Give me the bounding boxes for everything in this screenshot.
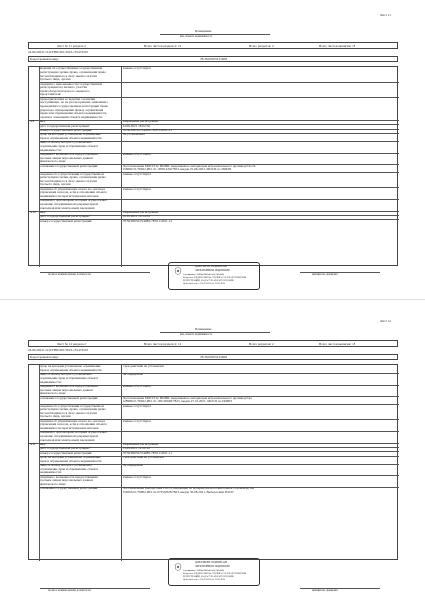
row-label: прав и обременение объекта недвижимости: [40, 369, 103, 372]
row-value: 78:36:0005523:4089-78/011/2021-11 [122, 451, 172, 455]
row-label: лицо, в пользу которого установлено [40, 141, 92, 145]
row-value: данные отсутствуют [122, 152, 152, 156]
row-label: дата государственной регистрации: [40, 124, 90, 128]
row-label: представителя: [40, 93, 62, 97]
row-value: 04.06.2021 18:02:56 [122, 124, 150, 128]
row-value: Постановление МОСП по ИОИП, выданный по материалам исполнительного производства № [122, 164, 256, 168]
table-row [29, 153, 397, 165]
row-label: сведения об осуществлении государственной [40, 172, 104, 176]
position-caption: полное наименование должности [48, 589, 91, 592]
row-label: регистрации сделки, права, ограничения права [40, 176, 106, 180]
row-value: 28.10.2021 10:54:59 [122, 215, 150, 219]
row-label: хранение обездвиженной документарной [40, 203, 98, 206]
row-label: недвижимости: [40, 148, 62, 152]
table-row [29, 464, 397, 476]
row-label: правопритязания и сведения о наличии [40, 97, 96, 101]
row-label: правообладателя или его законного [40, 89, 90, 93]
row-value: 78:36:0005523:4089-78/011/2021-12 [122, 219, 173, 223]
table-row [29, 373, 397, 385]
object-type-caption: вид объекта недвижимости [180, 35, 213, 38]
row-value: данные отсутствуют [122, 404, 152, 408]
row-label: недвижимости зарегистрирована ипотека: [40, 194, 100, 198]
table-row [29, 97, 397, 119]
row-label: закладной или электронной закладной: [40, 438, 95, 442]
row-label: срок, на который установлено ограничение [40, 365, 101, 369]
row-label: третьим лицам персональных данных [40, 479, 94, 483]
meta-row: Лист № 12 раздела 2 Всего листов раздела 2: 12 Всего разделов: 2 Всего листов выписки: 18 [28, 340, 398, 347]
row-label: ведения об осуществлении государственной [40, 67, 103, 71]
row-label: закладной или электронной закладной: [40, 206, 95, 210]
row-label: поступивших, но не рассмотренных заявлений о [40, 101, 109, 105]
row-value: 78:36:0005523:4089-78/011/2021-13 [122, 128, 173, 132]
row-label: ограничение прав и обременение объекта [40, 467, 99, 471]
row-label: номер государственной регистрации: [40, 128, 93, 132]
row-label: лицо, в пользу которого установлено [40, 373, 92, 377]
row-label: физического лица: [40, 160, 67, 164]
row-value: Срок действия не установлен [122, 456, 164, 460]
row-label: физического лица: [40, 482, 67, 486]
row-label: без необходимого в силу закона согласия [40, 411, 98, 415]
row-label: сведения о депозитарии, который осуществляет [40, 199, 108, 203]
row-value: Запрещение регистрации [122, 120, 158, 124]
coat-of-arms-icon [173, 266, 183, 276]
row-label: (перехода, прекращения права), ограничения [40, 108, 104, 112]
row-value: Постановление Выборгский РОСП, выданный по материалам исполнительного производства [122, 487, 255, 491]
row-label: регистрации без личного участия [40, 86, 87, 90]
table-row [29, 164, 397, 172]
row-label: вид: [40, 210, 46, 214]
object-type: Помещение [195, 30, 212, 33]
row-label: сведения о возможности предоставления [40, 152, 98, 156]
row-label: ограничение прав и обременение объекта [40, 145, 99, 148]
table-row [29, 172, 397, 187]
row-value: Срок действия не установлен [122, 365, 164, 369]
row-number: 4.10 [30, 210, 36, 214]
row-value: 256082/21/78022-ИП, № 195814/69/7823, выдан 01.06.2022, МОСП по ИОИП [122, 168, 232, 172]
row-label: сведения о возможности предоставления [40, 384, 98, 388]
cadastral-row: Кадастровый номер: 78:36:0005523:4089 [28, 354, 398, 360]
table-row [29, 199, 397, 211]
row-label: основание государственной регистрации: [40, 487, 99, 491]
coat-of-arms-icon [173, 562, 183, 572]
meta-row: Лист № 11 раздела 2 Всего листов раздела 2: 12 Всего разделов: 2 Всего листов выписки: 18 [28, 42, 398, 49]
table-row [29, 487, 397, 495]
table-row [29, 419, 397, 431]
row-number: 4.11 [30, 442, 36, 446]
row-value: Запрещение регистрации [122, 442, 158, 446]
table-row [29, 67, 397, 82]
sheet-label: Лист 11 [380, 14, 391, 17]
table-row [29, 365, 397, 373]
row-value: Запрещение регистрации [122, 210, 158, 214]
table-row [29, 385, 397, 397]
row-label: сведения о депозитарии, который осуществляет [40, 431, 108, 435]
row-value: 128989/21/78022-ИП, № 195195648/7823, выдан 27.10.2021, МОСП по ИОИП [122, 400, 232, 404]
row-label: срок, на который установлено ограничение [40, 456, 101, 460]
row-label: сведения об управляющем залоге и о договоре [40, 419, 106, 423]
row-label: вид: [40, 442, 46, 446]
row-label: третьего лица, органа: [40, 415, 72, 419]
date-line: 24.06.2023г. № КУВИ-001/2023-155474310 [28, 349, 88, 352]
row-value: Не определено [122, 373, 144, 377]
row-value: данные отсутствуют [122, 419, 152, 423]
row-label: недвижимости зарегистрирована ипотека: [40, 426, 100, 430]
row-value: данные отсутствуют [122, 187, 152, 191]
row-label: без необходимого в силу закона согласия [40, 179, 98, 183]
row-value: данные отсутствуют [122, 475, 152, 479]
row-label: третьего лица, органа: [40, 183, 72, 187]
row-label: третьего лица, органа: [40, 78, 72, 82]
row-value: 03.09.2021 12:20:16 [122, 447, 150, 451]
encumbrance-table [28, 66, 398, 266]
row-value: данные отсутствуют [122, 384, 152, 388]
row-label: номер государственной регистрации: [40, 219, 93, 223]
row-label: основание государственной регистрации: [40, 396, 99, 400]
sheet-label: Лист 12 [380, 320, 392, 323]
row-label: регистрации сделки, права, ограничения права [40, 408, 106, 412]
table-row [29, 431, 397, 443]
row-label: права или обременения объекта недвижимости, [40, 112, 108, 116]
table-row [29, 219, 397, 223]
row-label: сведения об управляющем залоге и о договоре [40, 187, 106, 191]
row-label: недвижимости: [40, 471, 62, 475]
row-label: сделки в отношении объекта недвижимости: [40, 115, 103, 119]
date-line: 24.06.2023г. № КУВИ-001/2023-155474310 [28, 51, 88, 54]
row-label: проведении государственной регистрации права [40, 104, 108, 108]
table-row [29, 187, 397, 199]
row-label: регистрации сделки, права, ограничения права [40, 71, 106, 74]
sheet-12 [0, 300, 425, 600]
row-label: ограничение прав и обременение объекта [40, 377, 99, 380]
table-row [29, 475, 397, 487]
row-label: сведения о невозможности государственной [40, 82, 102, 86]
row-label: управления залогом, если в отношении объекта [40, 191, 107, 195]
row-value: Не установлено [122, 133, 145, 137]
row-label: дата государственной регистрации: [40, 215, 90, 219]
electronic-signature-stamp: ДОКУМЕНТ ПОДПИСАН ЭЛЕКТРОННОЙ ПОДПИСЬЮ Сертификат: 1fd8dad3b9a0e6e0c7b1a0d4 Владелец: ФЕДЕРАЛЬНАЯ СЛУЖБА ГОСУДАРСТВЕННОЙ РЕГИСТРАЦИИ, КАДАСТРА И КАРТОГРАФИИ Действителен: с 20.02.2023 по 15.05.2024 [168, 262, 260, 290]
row-label: прав и обременение объекта недвижимости: [40, 137, 103, 140]
row-value: 254063/21/78002-ИП, № 07350/828/7823, выдан 30.08.2021, Выборгский РОСП [122, 491, 234, 494]
row-label: основание государственной регистрации: [40, 164, 99, 168]
row-label: сведения о возможности предоставления [40, 475, 98, 479]
table-row [29, 82, 397, 97]
row-label: номер государственной регистрации: [40, 451, 93, 455]
row-label: вид: [40, 120, 46, 124]
electronic-signature-stamp: ДОКУМЕНТ ПОДПИСАН ЭЛЕКТРОННОЙ ПОДПИСЬЮ Сертификат: 1fd8dad3b9a0e6e0c7b1a0d4 Владелец: ФЕДЕРАЛЬНАЯ СЛУЖБА ГОСУДАРСТВЕННОЙ РЕГИСТРАЦИИ, КАДАСТРА И КАРТОГРАФИИ Действителен: с 20.02.2023 по 15.05.2024 [168, 558, 260, 586]
row-label: прав и обременение объекта недвижимости: [40, 459, 103, 463]
table-row [29, 456, 397, 464]
table-row [29, 396, 397, 404]
row-label: третьим лицам персональных данных [40, 156, 94, 160]
row-value: Не определено [122, 464, 144, 468]
table-row [29, 133, 397, 141]
row-label: хранение обездвиженной документарной [40, 435, 98, 438]
encumbrance-table [28, 364, 398, 560]
row-value: данные отсутствуют [122, 172, 152, 176]
row-label: без необходимого в силу закона согласия [40, 74, 98, 78]
initials-caption: инициалы, фамилия [312, 589, 338, 592]
table-row [29, 404, 397, 419]
row-label: недвижимости: [40, 380, 62, 384]
object-type: Помещение [195, 328, 212, 331]
object-type-caption: вид объекта недвижимости [180, 333, 213, 336]
row-label: управления залогом, если в отношении объекта [40, 423, 107, 427]
initials-caption: инициалы, фамилия [312, 273, 338, 276]
row-label: срок, на который установлено ограничение [40, 133, 101, 137]
row-label: лицо, в пользу которого установлено [40, 464, 92, 468]
cadastral-row: Кадастровый номер: 78:36:0005523:4089 [28, 56, 398, 62]
row-label: третьим лицам персональных данных [40, 388, 94, 392]
row-number: 4.9 [30, 120, 35, 124]
row-label: сведения об осуществлении государственной [40, 404, 104, 408]
table-row [29, 141, 397, 153]
position-caption: полное наименование должности [48, 273, 91, 276]
row-label: дата государственной регистрации: [40, 447, 90, 451]
row-value: данные отсутствуют [122, 67, 152, 71]
row-label: физического лица: [40, 392, 67, 396]
row-value: Постановление МОСП по ИОИП, выданный по материалам исполнительного производства [122, 396, 252, 400]
